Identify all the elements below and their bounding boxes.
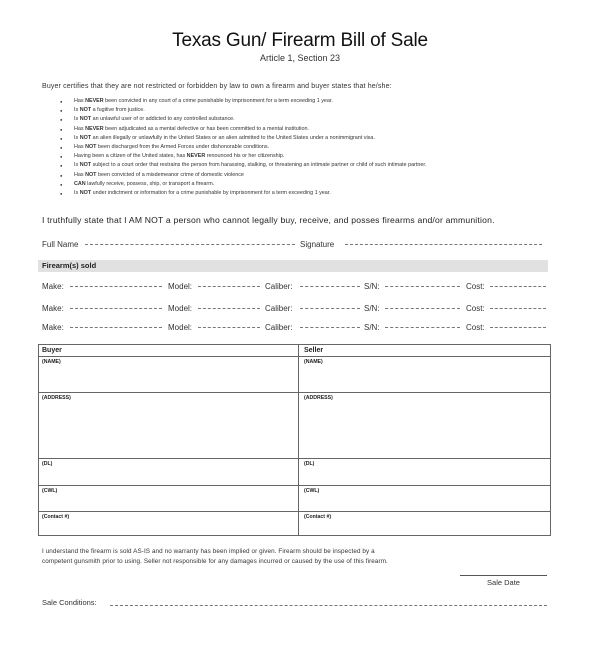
certification-conditions-list: [60, 97, 426, 198]
cost-label: Cost:: [466, 304, 485, 313]
condition-item: ● Has NEVER been adjudicated as a mental defective or has been committed to a mental institution.: [60, 125, 426, 134]
sale-date-field[interactable]: [460, 575, 547, 576]
as-is-disclaimer-line-2: competent gunsmith prior to using. Seller not responsible for any damages incurred or caused by the use of this firearm.: [42, 558, 388, 565]
seller-name-cell[interactable]: (NAME): [304, 359, 323, 365]
caliber-field[interactable]: [300, 285, 360, 287]
make-field[interactable]: [70, 326, 162, 328]
serial-number-field[interactable]: [385, 326, 460, 328]
cost-label: Cost:: [466, 282, 485, 291]
model-field[interactable]: [198, 285, 260, 287]
make-label: Make:: [42, 304, 64, 313]
full-name-label: Full Name: [42, 240, 79, 249]
condition-item: ● Is NOT subject to a court order that restrains the person from harassing, stalking, or threatening an intimate partner or child of such intimate partner.: [60, 161, 426, 170]
seller-column-header: Seller: [304, 347, 324, 354]
condition-item: ● CAN lawfully receive, possess, ship, or transport a firearm.: [60, 180, 426, 189]
condition-item: ● Has NEVER been convicted in any court of a crime punishable by imprisonment for a term exceeding 1 year.: [60, 97, 426, 106]
as-is-disclaimer-line-1: I understand the firearm is sold AS-IS and no warranty has been implied or given. Firearm should be inspected by a: [42, 548, 375, 555]
document-title: Texas Gun/ Firearm Bill of Sale: [172, 30, 428, 51]
serial-number-label: S/N:: [364, 304, 380, 313]
make-field[interactable]: [70, 307, 162, 309]
cost-field[interactable]: [490, 307, 546, 309]
full-name-field[interactable]: [85, 243, 295, 245]
serial-number-label: S/N:: [364, 323, 380, 332]
legal-statement: I truthfully state that I AM NOT a person who cannot legally buy, receive, and posses firearms and/or ammunition.: [42, 215, 495, 225]
document-subtitle: Article 1, Section 23: [259, 53, 341, 63]
signature-field[interactable]: [345, 243, 542, 245]
condition-item: ● Is NOT an alien illegally or unlawfully in the United States or an alien admitted to the United States under a nonimmigrant visa.: [60, 134, 426, 143]
cost-field[interactable]: [490, 285, 546, 287]
make-field[interactable]: [70, 285, 162, 287]
signature-label: Signature: [300, 240, 335, 249]
table-row-divider: [39, 392, 550, 393]
table-row-divider: [39, 458, 550, 459]
seller-dl-cell[interactable]: (DL): [304, 461, 315, 467]
table-column-divider: [298, 345, 299, 535]
condition-item: ● Is NOT a fugitive from justice.: [60, 106, 426, 115]
cost-field[interactable]: [490, 326, 546, 328]
model-label: Model:: [168, 323, 193, 332]
sale-conditions-field[interactable]: [110, 604, 547, 606]
caliber-field[interactable]: [300, 307, 360, 309]
serial-number-field[interactable]: [385, 307, 460, 309]
make-label: Make:: [42, 323, 64, 332]
table-row-divider: [39, 511, 550, 512]
model-label: Model:: [168, 304, 193, 313]
condition-item: ● Is NOT under indictment or information for a crime punishable by imprisonment for a term exceeding 1 year.: [60, 189, 426, 198]
buyer-contact-cell[interactable]: (Contact #): [42, 514, 70, 520]
firearms-sold-heading: Firearm(s) sold: [42, 261, 97, 270]
cost-label: Cost:: [466, 323, 485, 332]
sale-date-label: Sale Date: [487, 578, 520, 587]
buyer-cwl-cell[interactable]: (CWL): [42, 488, 58, 494]
make-label: Make:: [42, 282, 64, 291]
buyer-dl-cell[interactable]: (DL): [42, 461, 53, 467]
condition-item: ● Is NOT an unlawful user of or addicted to any controlled substance.: [60, 115, 426, 124]
buyer-column-header: Buyer: [42, 347, 62, 354]
sale-conditions-label: Sale Conditions:: [42, 598, 97, 607]
buyer-address-cell[interactable]: (ADDRESS): [42, 395, 71, 401]
firearms-sold-section-bar: [38, 260, 548, 272]
caliber-label: Caliber:: [265, 304, 293, 313]
caliber-field[interactable]: [300, 326, 360, 328]
buyer-name-cell[interactable]: (NAME): [42, 359, 61, 365]
caliber-label: Caliber:: [265, 323, 293, 332]
table-row-divider: [39, 356, 550, 357]
seller-contact-cell[interactable]: (Contact #): [304, 514, 332, 520]
seller-address-cell[interactable]: (ADDRESS): [304, 395, 333, 401]
model-field[interactable]: [198, 326, 260, 328]
caliber-label: Caliber:: [265, 282, 293, 291]
condition-item: ● Having been a citizen of the United states, has NEVER renounced his or her citizenship.: [60, 152, 426, 161]
condition-item: ● Has NOT been discharged from the Armed Forces under dishonorable conditions.: [60, 143, 426, 152]
buyer-certification-intro: Buyer certifies that they are not restricted or forbidden by law to own a firearm and buyer states that he/she:: [42, 83, 392, 90]
model-label: Model:: [168, 282, 193, 291]
seller-cwl-cell[interactable]: (CWL): [304, 488, 320, 494]
buyer-seller-table: [38, 344, 551, 536]
model-field[interactable]: [198, 307, 260, 309]
serial-number-label: S/N:: [364, 282, 380, 291]
table-row-divider: [39, 485, 550, 486]
condition-item: ● Has NOT been convicted of a misdemeanor crime of domestic violence: [60, 171, 426, 180]
serial-number-field[interactable]: [385, 285, 460, 287]
